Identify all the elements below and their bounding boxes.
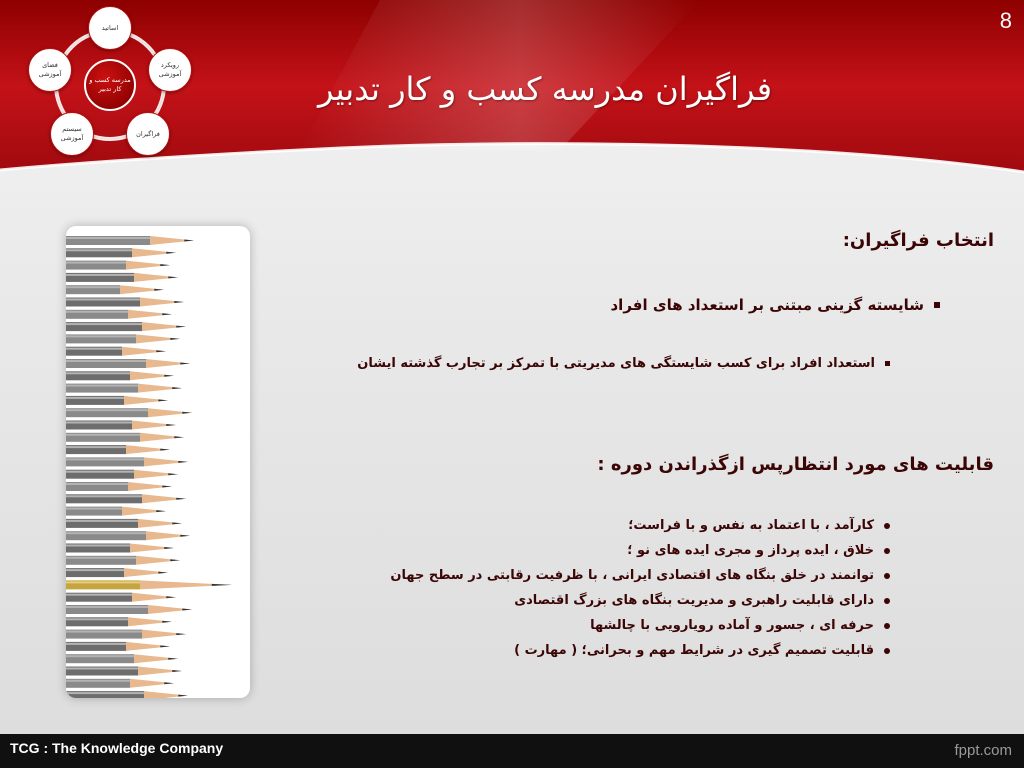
- cycle-node-system: سیستم آموزشی: [50, 112, 94, 156]
- pencil-icon: [66, 507, 166, 516]
- capability-text: توانمند در خلق بنگاه های اقتصادی ایرانی ، با ظرفیت رقابتی در سطح جهان: [390, 568, 874, 583]
- dot-bullet-icon: [884, 598, 890, 604]
- pencil-icon: [66, 421, 176, 430]
- dot-bullet-icon: [884, 648, 890, 654]
- pencil-icon: [66, 642, 170, 651]
- slide-number: 8: [999, 8, 1012, 33]
- capability-text: کارآمد ، با اعتماد به نفس و با فراست؛: [628, 518, 874, 533]
- pencil-icon: [66, 310, 172, 319]
- pencil-icon: [66, 298, 184, 307]
- capability-item: [514, 593, 890, 608]
- selection-sub-bullet-text: استعداد افراد برای کسب شایستگی های مدیریتی با تمرکز بر تجارب گذشته ایشان: [357, 356, 875, 371]
- capability-item: [590, 618, 890, 633]
- pencil-icon: [66, 667, 182, 676]
- cycle-node-approach: رویکرد آموزشی: [148, 48, 192, 92]
- pencil-icon: [66, 544, 174, 553]
- pencil-icon: [66, 273, 178, 282]
- selection-bullet-text: شایسته گزینی مبتنی بر استعداد های افراد: [610, 296, 924, 314]
- cycle-node-space: فضای آموزشی: [28, 48, 72, 92]
- pencil-icon: [66, 322, 186, 331]
- pencil-icon: [66, 371, 174, 380]
- capability-item: [514, 643, 890, 658]
- capability-text: دارای قابلیت راهبری و مدیریت بنگاه های بزرگ اقتصادی: [514, 593, 874, 608]
- pencil-icon: [66, 384, 182, 393]
- pencil-icon: [66, 630, 186, 639]
- pencil-icon: [66, 408, 192, 417]
- capability-text: خلاق ، ایده پرداز و مجری ایده های نو ؛: [627, 543, 874, 558]
- square-bullet-icon: [934, 302, 940, 308]
- pencil-icon: [66, 470, 178, 479]
- pencil-icon: [66, 285, 164, 294]
- dot-bullet-icon: [884, 573, 890, 579]
- capability-item: [627, 543, 890, 558]
- pencil-icon: [66, 691, 188, 698]
- capability-text: حرفه ای ، جسور و آماده رویارویی با چالشها: [590, 618, 874, 633]
- cycle-node-professors: اساتید: [88, 6, 132, 50]
- section-heading-selection: انتخاب فراگیران:: [842, 230, 994, 251]
- dot-bullet-icon: [884, 523, 890, 529]
- pencil-icon: [66, 457, 188, 466]
- slide-title: فراگیران مدرسه کسب و کار تدبیر: [317, 70, 772, 108]
- pencil-icon: [66, 261, 170, 270]
- selection-sub-bullet: [357, 356, 890, 371]
- pencil-icon: [66, 494, 186, 503]
- pencil-icon: [66, 359, 190, 368]
- pencil-icon: [66, 396, 168, 405]
- pencil-icon: [66, 248, 176, 257]
- pencil-icon: [66, 519, 182, 528]
- cycle-center-node: مدرسه کسب و کار تدبیر: [84, 59, 136, 111]
- section-heading-capabilities: قابلیت های مورد انتظارپس ازگذراندن دوره :: [597, 454, 994, 475]
- content-area: [314, 226, 994, 666]
- pencil-icon: [66, 679, 174, 688]
- pencil-icon: [66, 531, 190, 540]
- dot-bullet-icon: [884, 548, 890, 554]
- pencil-icon: [66, 593, 176, 602]
- pencil-icon: [66, 334, 180, 343]
- pencil-icon: [66, 236, 194, 245]
- cycle-diagram: [20, 4, 200, 156]
- capability-item: [390, 568, 890, 583]
- cycle-node-learners: فراگیران: [126, 112, 170, 156]
- selection-bullet: [610, 296, 940, 314]
- pencil-icon: [66, 347, 166, 356]
- dot-bullet-icon: [884, 623, 890, 629]
- footer-watermark: fppt.com: [954, 742, 1012, 759]
- pencil-icon: [66, 605, 192, 614]
- pencil-icon: [66, 445, 170, 454]
- pencil-icon: [66, 482, 172, 491]
- square-bullet-icon: [885, 361, 890, 366]
- capability-item: [628, 518, 890, 533]
- pencil-icon: [66, 433, 184, 442]
- pencil-icon: [66, 580, 232, 589]
- pencils-image: [66, 226, 250, 698]
- pencil-icon: [66, 556, 180, 565]
- pencil-icon: [66, 617, 172, 626]
- footer-company: TCG : The Knowledge Company: [10, 740, 224, 756]
- capability-text: قابلیت تصمیم گیری در شرایط مهم و بحرانی؛ ( مهارت ): [514, 643, 874, 658]
- pencil-icon: [66, 654, 178, 663]
- pencil-icon: [66, 568, 168, 577]
